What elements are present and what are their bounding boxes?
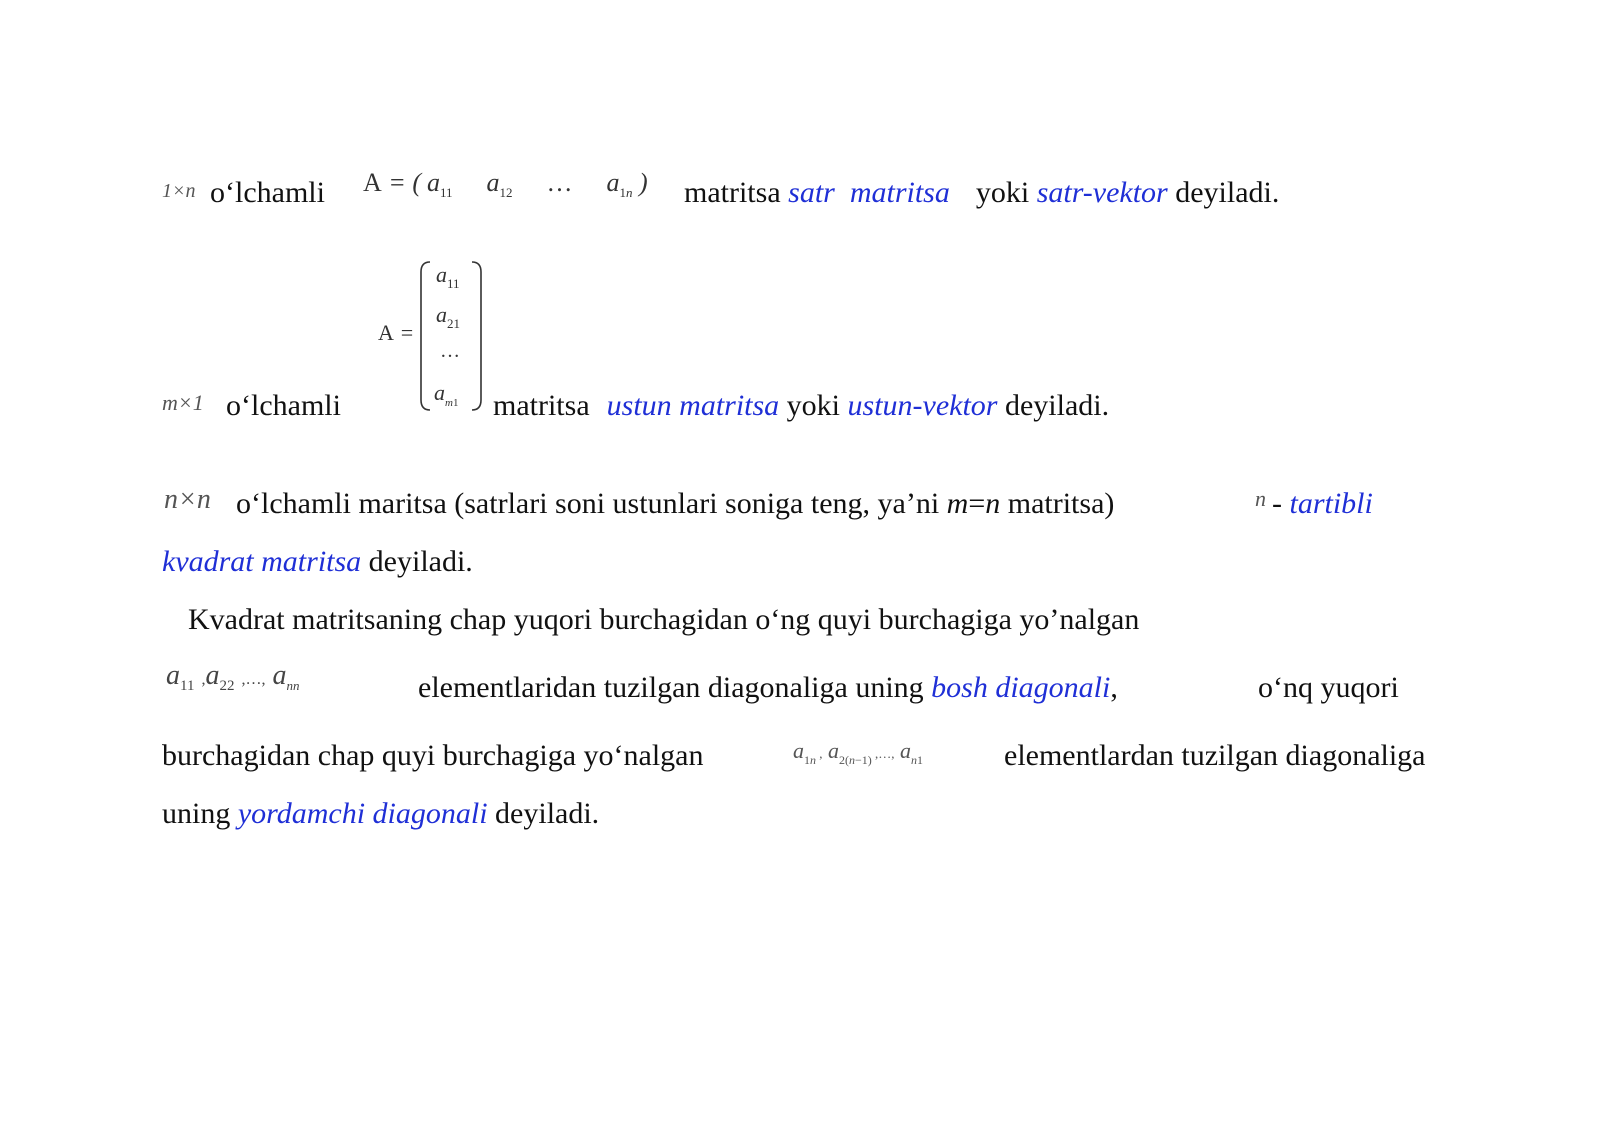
dim-mx1: m×1 — [162, 390, 204, 415]
word-olchamli-1: o‘lchamli — [210, 176, 325, 209]
line3-tail — [1272, 486, 1373, 522]
line2-end: deyiladi. — [1004, 389, 1110, 422]
line1-end: deyiladi. — [1175, 176, 1280, 209]
eq-m: m — [946, 487, 969, 520]
line3-text — [236, 486, 1114, 522]
line4-text — [162, 544, 473, 580]
row-elem-dots: … — [546, 168, 573, 197]
term-tartibli: tartibli — [1289, 487, 1373, 520]
line7-tail: elementlardan tuzilgan diagonaliga — [1004, 739, 1426, 772]
line6-text — [418, 670, 1118, 706]
line1-yoki: yoki — [975, 176, 1030, 209]
col-elem-am1: $a_{m1}$ — [434, 380, 459, 409]
word-olchamli-2: o‘lchamli — [226, 389, 341, 422]
eq-sign: = — [968, 487, 986, 520]
line3-sentence-2: matritsa) — [1000, 487, 1115, 520]
term-ustun-matritsa: ustun matritsa — [606, 389, 780, 422]
dim-1xn: 1×n — [162, 180, 196, 202]
row-elem-a12: $a_{12}$ — [486, 168, 513, 200]
line2-matritsa: matritsa — [493, 389, 590, 422]
line6-sentence: elementlaridan tuzilgan diagonaliga uning — [418, 671, 932, 704]
row-matrix-formula — [363, 168, 648, 201]
line8-text — [162, 796, 599, 832]
col-elem-dots: … — [440, 340, 460, 362]
line4-end: deyiladi. — [361, 545, 473, 578]
line3-dash: - — [1272, 487, 1282, 520]
term-bosh-diagonali: bosh diagonali — [931, 671, 1111, 704]
line5-text: Kvadrat matritsaning chap yuqori burchagidan o‘ng quyi burchagiga yo’nalgan — [188, 603, 1140, 636]
dim-nxn: n×n — [164, 484, 211, 515]
column-formula-lhs: A = — [378, 320, 415, 345]
term-kvadrat-matritsa: kvadrat matritsa — [162, 545, 362, 578]
line3-sentence: o‘lchamli maritsa (satrlari soni ustunlari soniga teng, ya’ni — [236, 487, 947, 520]
row-formula-rhs: ) — [632, 168, 648, 197]
col-elem-a11: $a_{11}$ — [436, 262, 460, 291]
line2-yoki: yoki — [786, 389, 841, 422]
eq-n: n — [985, 487, 1001, 520]
main-diagonal-formula: $a_{11}$ $,a_{22}$ ,…, $a_{nn}$ — [166, 660, 300, 694]
row-elem-a1n: $a_{1n}$ — [606, 168, 633, 200]
order-n: n — [1255, 486, 1266, 511]
line7-text: burchagidan chap quyi burchagiga yo‘nalgan — [162, 739, 704, 772]
line2-text — [493, 388, 1109, 424]
col-elem-a21: $a_{21}$ — [436, 302, 460, 331]
secondary-diagonal-formula: $a_{1n}$ , $a_{2(n-1)}$ ,…, $a_{n1}$ — [793, 738, 924, 767]
line1-matritsa: matritsa — [684, 176, 789, 209]
line8-uning: uning — [162, 797, 238, 830]
term-yordamchi-diagonali: yordamchi diagonali — [237, 797, 488, 830]
term-ustun-vektor: ustun-vektor — [847, 389, 998, 422]
line8-end: deyiladi. — [487, 797, 600, 830]
line1-text — [684, 175, 1279, 211]
line6-tail: o‘nq yuqori — [1258, 671, 1399, 704]
row-elem-a11: $a_{11}$ — [426, 168, 453, 200]
row-formula-lhs: A = ( — [363, 168, 421, 197]
term-satr-vektor: satr-vektor — [1036, 176, 1168, 209]
term-satr-matritsa: satr matritsa — [788, 176, 950, 209]
line6-comma: , — [1110, 671, 1118, 704]
